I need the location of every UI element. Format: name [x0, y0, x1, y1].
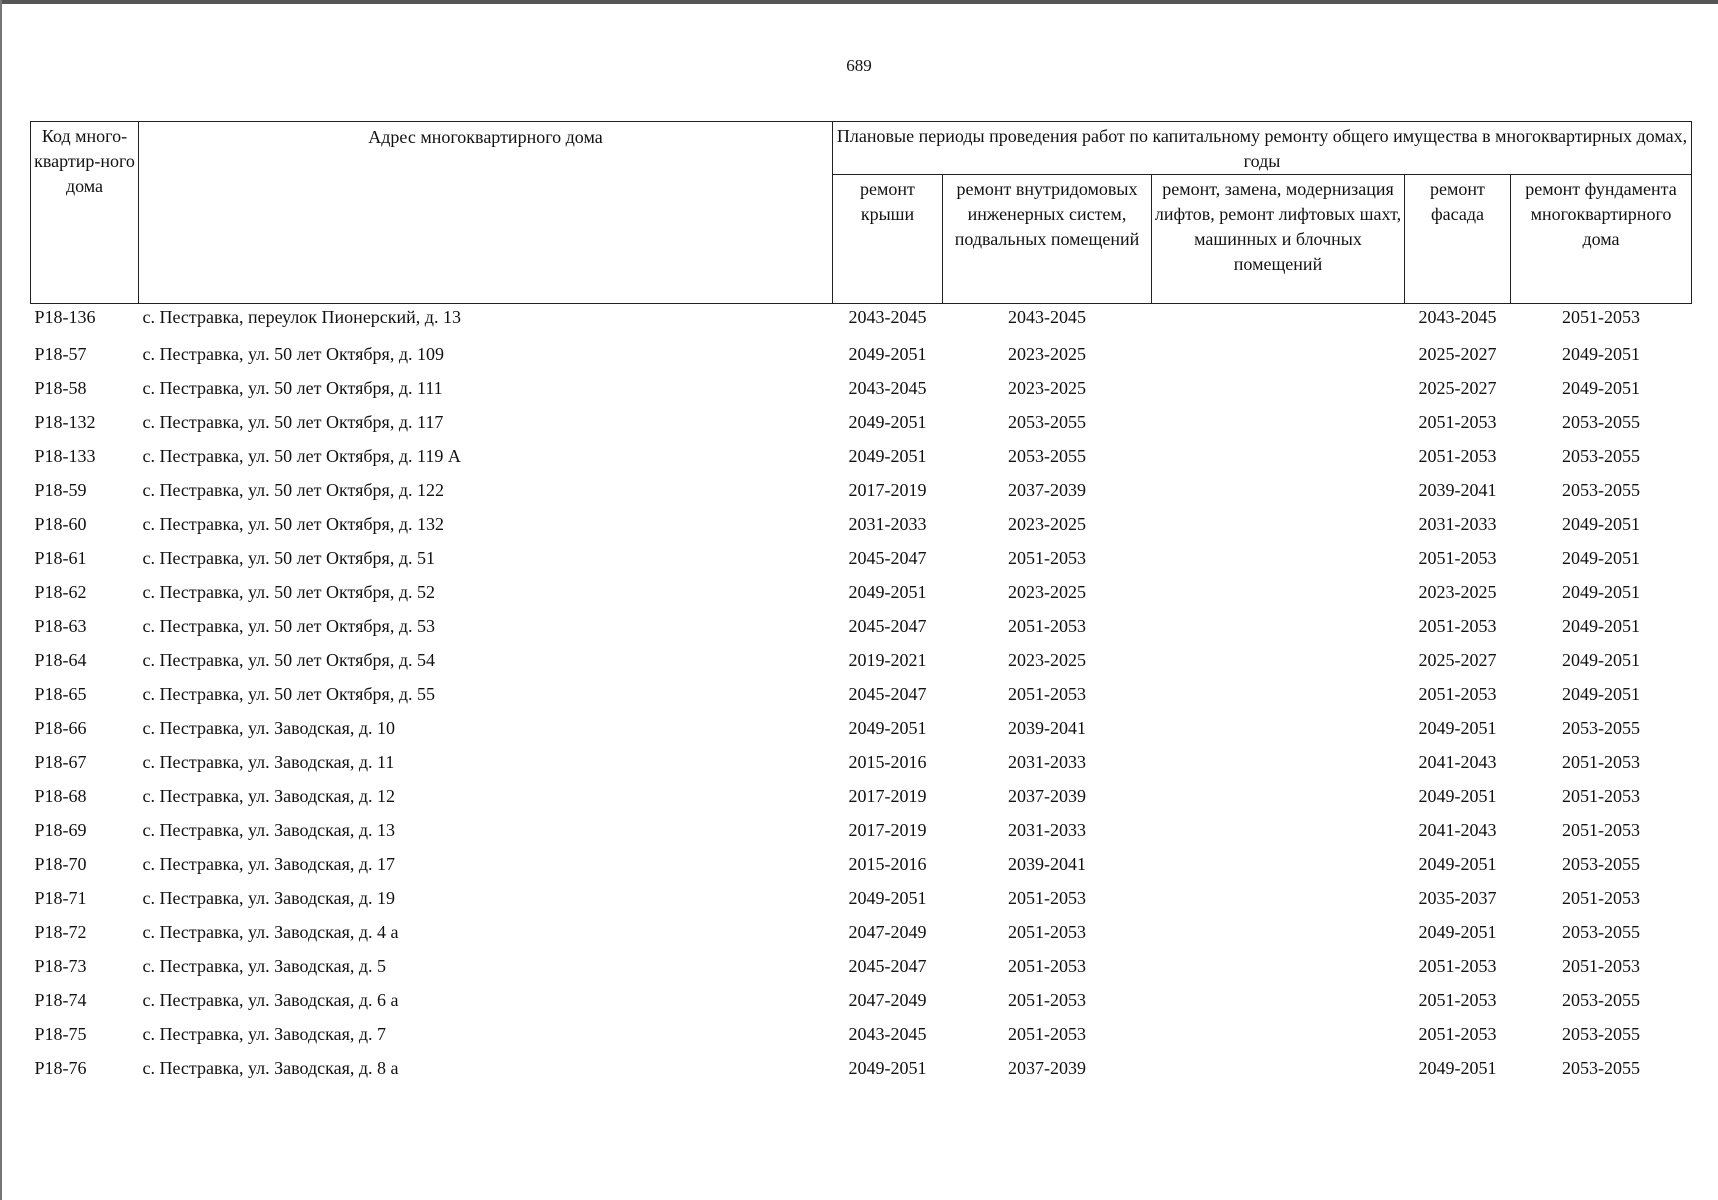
row-foundation: 2053-2055 [1562, 446, 1640, 466]
row-address: с. Пестравка, ул. Заводская, д. 11 [142, 752, 395, 772]
header-lifts: ремонт, замена, модернизация лифтов, ремонт лифтовых шахт, машинных и блочных помещений [1152, 175, 1405, 304]
table-row [31, 949, 1692, 983]
header-code: Код много-квартир-ного дома [31, 122, 139, 304]
row-lifts [1152, 779, 1405, 813]
row-foundation: 2051-2053 [1562, 786, 1640, 806]
row-address: с. Пестравка, ул. 50 лет Октября, д. 119 А [142, 446, 461, 466]
row-foundation: 2049-2051 [1562, 514, 1640, 534]
row-code: Р18-74 [34, 990, 87, 1010]
row-address: с. Пестравка, ул. 50 лет Октября, д. 111 [142, 378, 443, 398]
row-facade: 2039-2041 [1418, 480, 1497, 500]
row-facade: 2023-2025 [1418, 582, 1497, 602]
row-lifts [1152, 881, 1405, 915]
row-roof: 2045-2047 [848, 616, 927, 636]
row-lifts [1152, 677, 1405, 711]
row-facade: 2025-2027 [1418, 650, 1497, 670]
row-roof: 2047-2049 [848, 922, 927, 942]
row-facade: 2025-2027 [1418, 378, 1497, 398]
row-code: Р18-62 [34, 582, 87, 602]
row-address: с. Пестравка, ул. 50 лет Октября, д. 122 [142, 480, 444, 500]
row-roof: 2049-2051 [848, 344, 927, 364]
table-row [31, 473, 1692, 507]
row-foundation: 2053-2055 [1562, 990, 1640, 1010]
row-roof: 2049-2051 [848, 582, 927, 602]
row-address: с. Пестравка, ул. Заводская, д. 19 [142, 888, 396, 908]
row-lifts [1152, 983, 1405, 1017]
row-lifts [1152, 609, 1405, 643]
row-foundation: 2053-2055 [1562, 412, 1640, 432]
row-roof: 2043-2045 [848, 378, 927, 398]
row-foundation: 2049-2051 [1562, 616, 1640, 636]
row-address: с. Пестравка, ул. 50 лет Октября, д. 55 [142, 684, 435, 704]
row-roof: 2045-2047 [848, 684, 927, 704]
table-row [31, 813, 1692, 847]
row-code: Р18-76 [34, 1058, 87, 1078]
row-code: Р18-75 [34, 1024, 87, 1044]
row-lifts [1152, 847, 1405, 881]
row-lifts [1152, 711, 1405, 745]
row-address: с. Пестравка, ул. 50 лет Октября, д. 54 [142, 650, 435, 670]
row-systems: 2023-2025 [1008, 378, 1086, 398]
row-systems: 2053-2055 [1008, 446, 1086, 466]
row-code: Р18-67 [34, 752, 87, 772]
row-code: Р18-66 [34, 718, 87, 738]
row-address: с. Пестравка, ул. Заводская, д. 17 [142, 854, 396, 874]
row-systems: 2051-2053 [1008, 616, 1086, 636]
table-row [31, 881, 1692, 915]
repair-plan-table [30, 121, 1692, 1085]
row-address: с. Пестравка, переулок Пионерский, д. 13 [142, 307, 461, 327]
table-row [31, 677, 1692, 711]
row-code: Р18-133 [34, 446, 96, 466]
row-systems: 2043-2045 [1008, 307, 1086, 327]
row-foundation: 2049-2051 [1562, 548, 1640, 568]
row-code: Р18-60 [34, 514, 87, 534]
row-systems: 2031-2033 [1008, 820, 1086, 840]
row-facade: 2051-2053 [1418, 412, 1497, 432]
row-lifts [1152, 304, 1405, 338]
row-roof: 2049-2051 [848, 888, 927, 908]
row-code: Р18-132 [34, 412, 96, 432]
row-foundation: 2053-2055 [1562, 718, 1640, 738]
table-row [31, 643, 1692, 677]
row-systems: 2037-2039 [1008, 480, 1086, 500]
row-foundation: 2053-2055 [1562, 480, 1640, 500]
table-row [31, 983, 1692, 1017]
row-facade: 2051-2053 [1418, 956, 1497, 976]
table-row [31, 507, 1692, 541]
row-foundation: 2049-2051 [1562, 344, 1640, 364]
row-facade: 2049-2051 [1418, 718, 1497, 738]
table-row [31, 711, 1692, 745]
row-systems: 2039-2041 [1008, 718, 1086, 738]
row-systems: 2051-2053 [1008, 990, 1086, 1010]
row-roof: 2049-2051 [848, 1058, 927, 1078]
row-address: с. Пестравка, ул. 50 лет Октября, д. 53 [142, 616, 435, 636]
header-periods: Плановые периоды проведения работ по капитальному ремонту общего имущества в многоквартирных домах, годы [833, 122, 1692, 175]
row-foundation: 2051-2053 [1562, 820, 1640, 840]
row-facade: 2035-2037 [1418, 888, 1497, 908]
table-row [31, 609, 1692, 643]
row-roof: 2049-2051 [848, 446, 927, 466]
row-systems: 2039-2041 [1008, 854, 1086, 874]
row-facade: 2049-2051 [1418, 854, 1497, 874]
row-facade: 2051-2053 [1418, 616, 1497, 636]
top-border [0, 0, 1718, 4]
table-row [31, 575, 1692, 609]
row-systems: 2051-2053 [1008, 1024, 1086, 1044]
row-systems: 2023-2025 [1008, 582, 1086, 602]
row-roof: 2015-2016 [848, 854, 927, 874]
row-address: с. Пестравка, ул. Заводская, д. 6 а [142, 990, 399, 1010]
page-number: 689 [846, 56, 872, 75]
table-row [31, 1017, 1692, 1051]
row-systems: 2051-2053 [1008, 684, 1086, 704]
row-code: Р18-65 [34, 684, 87, 704]
row-facade: 2041-2043 [1418, 820, 1497, 840]
row-lifts [1152, 371, 1405, 405]
table-body [31, 304, 1692, 1086]
row-code: Р18-70 [34, 854, 87, 874]
table-row [31, 405, 1692, 439]
row-foundation: 2049-2051 [1562, 650, 1640, 670]
row-address: с. Пестравка, ул. Заводская, д. 4 а [142, 922, 399, 942]
row-lifts [1152, 745, 1405, 779]
header-address: Адрес многоквартирного дома [139, 122, 833, 304]
row-foundation: 2049-2051 [1562, 378, 1640, 398]
table-row [31, 439, 1692, 473]
left-border [0, 0, 2, 1200]
row-lifts [1152, 575, 1405, 609]
row-lifts [1152, 1051, 1405, 1085]
row-systems: 2023-2025 [1008, 344, 1086, 364]
row-address: с. Пестравка, ул. Заводская, д. 7 [142, 1024, 387, 1044]
row-code: Р18-69 [34, 820, 87, 840]
table-row [31, 1051, 1692, 1085]
row-lifts [1152, 643, 1405, 677]
row-roof: 2043-2045 [848, 307, 927, 327]
row-foundation: 2051-2053 [1562, 752, 1640, 772]
table-row [31, 779, 1692, 813]
row-address: с. Пестравка, ул. 50 лет Октября, д. 52 [142, 582, 435, 602]
row-roof: 2017-2019 [848, 480, 927, 500]
row-systems: 2023-2025 [1008, 514, 1086, 534]
row-code: Р18-68 [34, 786, 87, 806]
row-foundation: 2049-2051 [1562, 684, 1640, 704]
row-roof: 2043-2045 [848, 1024, 927, 1044]
row-code: Р18-61 [34, 548, 87, 568]
row-code: Р18-72 [34, 922, 87, 942]
table-row [31, 915, 1692, 949]
row-lifts [1152, 915, 1405, 949]
row-facade: 2031-2033 [1418, 514, 1497, 534]
row-roof: 2045-2047 [848, 956, 927, 976]
row-foundation: 2051-2053 [1562, 307, 1640, 327]
row-facade: 2051-2053 [1418, 684, 1497, 704]
row-address: с. Пестравка, ул. 50 лет Октября, д. 51 [142, 548, 435, 568]
row-facade: 2051-2053 [1418, 990, 1497, 1010]
row-code: Р18-59 [34, 480, 87, 500]
header-foundation: ремонт фундамента многоквартирного дома [1511, 175, 1692, 304]
row-facade: 2049-2051 [1418, 922, 1497, 942]
row-lifts [1152, 1017, 1405, 1051]
row-facade: 2049-2051 [1418, 786, 1497, 806]
row-roof: 2017-2019 [848, 820, 927, 840]
row-roof: 2049-2051 [848, 412, 927, 432]
row-lifts [1152, 949, 1405, 983]
table-row [31, 541, 1692, 575]
table-row [31, 847, 1692, 881]
row-address: с. Пестравка, ул. 50 лет Октября, д. 117 [142, 412, 444, 432]
row-foundation: 2053-2055 [1562, 1024, 1640, 1044]
row-address: с. Пестравка, ул. 50 лет Октября, д. 132 [142, 514, 444, 534]
row-roof: 2049-2051 [848, 718, 927, 738]
row-lifts [1152, 405, 1405, 439]
row-code: Р18-57 [34, 344, 87, 364]
row-address: с. Пестравка, ул. 50 лет Октября, д. 109 [142, 344, 444, 364]
row-foundation: 2051-2053 [1562, 956, 1640, 976]
row-address: с. Пестравка, ул. Заводская, д. 5 [142, 956, 387, 976]
row-foundation: 2053-2055 [1562, 854, 1640, 874]
row-facade: 2051-2053 [1418, 548, 1497, 568]
row-foundation: 2051-2053 [1562, 888, 1640, 908]
row-code: Р18-63 [34, 616, 87, 636]
row-roof: 2045-2047 [848, 548, 927, 568]
row-lifts [1152, 507, 1405, 541]
row-roof: 2017-2019 [848, 786, 927, 806]
row-lifts [1152, 473, 1405, 507]
row-address: с. Пестравка, ул. Заводская, д. 13 [142, 820, 396, 840]
row-systems: 2037-2039 [1008, 1058, 1086, 1078]
row-code: Р18-64 [34, 650, 87, 670]
header-systems: ремонт внутридомовых инженерных систем, подвальных помещений [943, 175, 1152, 304]
table-row [31, 337, 1692, 371]
row-systems: 2051-2053 [1008, 888, 1086, 908]
row-foundation: 2049-2051 [1562, 582, 1640, 602]
table-row [31, 745, 1692, 779]
row-facade: 2025-2027 [1418, 344, 1497, 364]
row-roof: 2015-2016 [848, 752, 927, 772]
row-facade: 2041-2043 [1418, 752, 1497, 772]
row-roof: 2019-2021 [848, 650, 927, 670]
row-systems: 2051-2053 [1008, 548, 1086, 568]
table-row [31, 371, 1692, 405]
table-header [31, 122, 1692, 304]
row-facade: 2049-2051 [1418, 1058, 1497, 1078]
row-lifts [1152, 337, 1405, 371]
row-address: с. Пестравка, ул. Заводская, д. 12 [142, 786, 396, 806]
row-lifts [1152, 813, 1405, 847]
row-address: с. Пестравка, ул. Заводская, д. 8 а [142, 1058, 399, 1078]
table-row [31, 304, 1692, 338]
row-systems: 2053-2055 [1008, 412, 1086, 432]
header-facade: ремонт фасада [1405, 175, 1511, 304]
row-code: Р18-58 [34, 378, 87, 398]
row-roof: 2047-2049 [848, 990, 927, 1010]
header-roof: ремонт крыши [833, 175, 943, 304]
row-systems: 2051-2053 [1008, 922, 1086, 942]
row-code: Р18-71 [34, 888, 87, 908]
row-lifts [1152, 439, 1405, 473]
row-foundation: 2053-2055 [1562, 1058, 1640, 1078]
row-code: Р18-136 [34, 307, 96, 327]
row-lifts [1152, 541, 1405, 575]
row-systems: 2031-2033 [1008, 752, 1086, 772]
row-facade: 2051-2053 [1418, 1024, 1497, 1044]
row-facade: 2051-2053 [1418, 446, 1497, 466]
row-roof: 2031-2033 [848, 514, 927, 534]
row-code: Р18-73 [34, 956, 87, 976]
row-systems: 2023-2025 [1008, 650, 1086, 670]
row-address: с. Пестравка, ул. Заводская, д. 10 [142, 718, 396, 738]
row-facade: 2043-2045 [1418, 307, 1497, 327]
row-systems: 2037-2039 [1008, 786, 1086, 806]
row-foundation: 2053-2055 [1562, 922, 1640, 942]
row-systems: 2051-2053 [1008, 956, 1086, 976]
